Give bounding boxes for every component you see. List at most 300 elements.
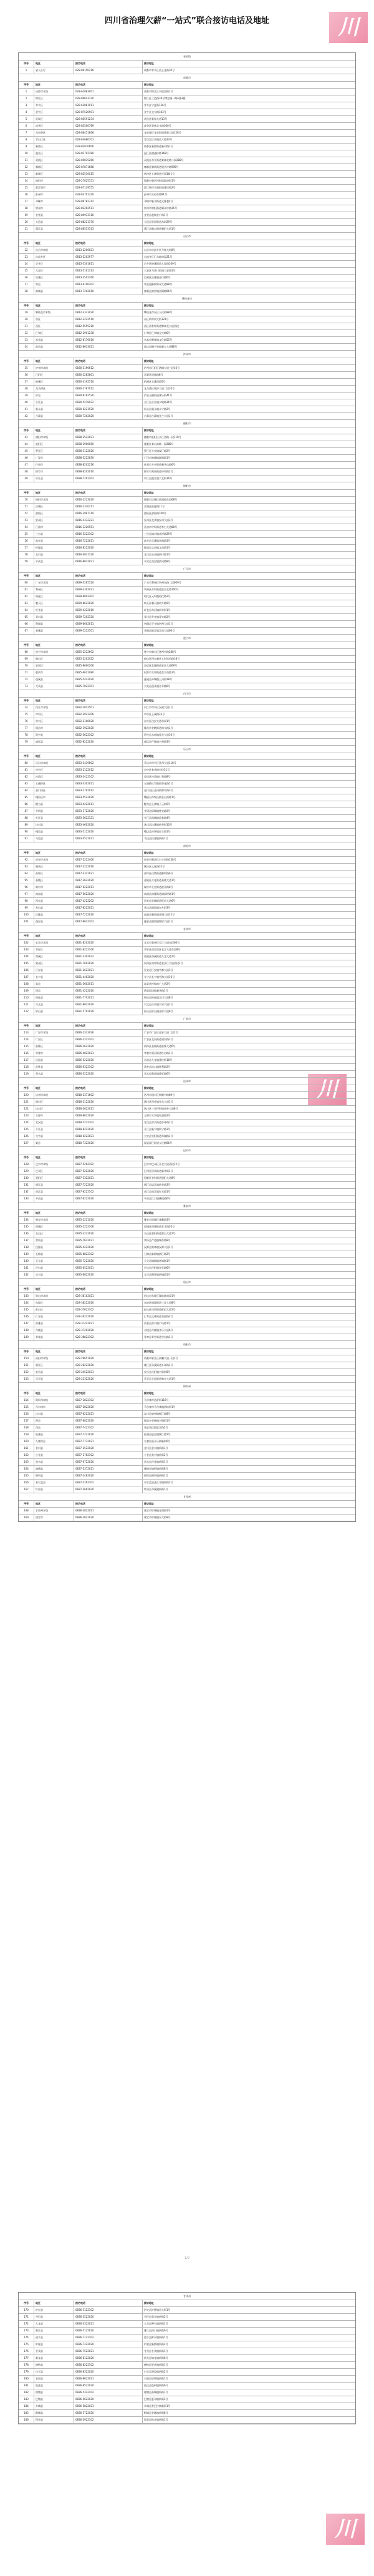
row-phone: 0839-5222501 xyxy=(74,628,143,634)
row-address: 宜宾市叙州区长江大道东段66号 xyxy=(144,941,180,944)
row-area: 石渠县 xyxy=(34,2376,74,2382)
row-address: 纳溪区云溪西路5号 xyxy=(144,380,166,383)
table-row xyxy=(19,510,355,517)
column-header-area: 地区 xyxy=(34,2300,74,2306)
row-area: 顺庆区 xyxy=(34,864,74,870)
row-phone: 0832-2022206 xyxy=(74,711,143,718)
table-row xyxy=(19,1189,355,1196)
column-header-addr: 接访地址 xyxy=(144,1287,154,1290)
row-area: 大英县 xyxy=(34,683,74,690)
row-number: 28 xyxy=(19,288,34,295)
row-number: 18 xyxy=(19,205,34,212)
row-number: 80 xyxy=(19,760,34,766)
table-row xyxy=(19,871,355,877)
row-number: 118 xyxy=(19,1064,34,1070)
row-address: 剑阁县下寺镇剑州大道1号 xyxy=(144,622,173,625)
row-number: 155 xyxy=(19,1404,34,1410)
row-area: 龙马潭区 xyxy=(34,386,74,392)
row-area: 剑阁县 xyxy=(34,621,74,627)
column-header-row xyxy=(19,573,355,580)
row-area: 五通桥区 xyxy=(34,781,74,787)
row-number: 65 xyxy=(19,614,34,620)
row-number: 27 xyxy=(19,281,34,288)
column-header-row xyxy=(19,358,355,365)
row-address: 翠屏区南岸西区长江大道东段8号 xyxy=(144,948,181,951)
row-phone: 0827-8222102 xyxy=(74,1189,143,1195)
row-area: 恩阳区 xyxy=(34,1175,74,1181)
row-area: 省人社厅 xyxy=(34,67,74,74)
column-header-no: 序号 xyxy=(19,1501,34,1507)
table-row xyxy=(19,974,355,981)
column-header-phone: 接访电话 xyxy=(74,303,143,309)
column-header-area: 地区 xyxy=(34,303,74,309)
row-phone: 0836-3522020 xyxy=(74,2314,143,2320)
row-address: 甘孜县甘孜镇新街1号 xyxy=(144,2349,168,2353)
table-row xyxy=(19,1071,355,1078)
row-number: 6 xyxy=(19,123,34,129)
table-row xyxy=(19,531,355,538)
row-address: 广安区北辰街道建设路1号 xyxy=(144,1038,173,1041)
table-row xyxy=(19,2328,355,2334)
row-area: 南部县 xyxy=(34,891,74,897)
table-row xyxy=(19,67,355,74)
row-area: 资中县 xyxy=(34,732,74,738)
row-address: 青白江区凤凰西六路23号 xyxy=(144,138,173,141)
row-area: 开江县 xyxy=(34,1126,74,1133)
row-area: 绵竹市 xyxy=(34,469,74,475)
row-address: 利州区东坝街道滨河北路100号 xyxy=(144,588,179,591)
brand-logo: 川观 xyxy=(329,12,368,43)
row-phone: 0837-2482020 xyxy=(74,1473,143,1479)
row-address: 广元市利州区利州东路二段609号 xyxy=(144,581,181,584)
row-phone: 0817-6222011 xyxy=(74,884,143,890)
row-area: 德阳市本级 xyxy=(34,434,74,441)
column-header-row xyxy=(19,850,355,857)
row-address: 成华区双林北支路300号 xyxy=(144,124,171,127)
row-address: 涪城区跃进路11号 xyxy=(144,505,165,508)
column-header-no: 序号 xyxy=(19,850,34,856)
row-area: 金川县 xyxy=(34,1445,74,1451)
row-area: 大竹县 xyxy=(34,1133,74,1139)
row-address: 苍溪县陵江镇江南大道66号 xyxy=(144,629,175,632)
column-header-addr: 接访地址 xyxy=(144,754,154,758)
row-address: 屏山县屏山镇金屏大道8号 xyxy=(144,1010,173,1013)
table-row xyxy=(19,1355,355,1362)
table-row xyxy=(19,587,355,593)
row-phone: 0836-7122102 xyxy=(74,2334,143,2341)
row-number: 98 xyxy=(19,898,34,904)
column-header-no: 序号 xyxy=(19,933,34,939)
row-number: 168 xyxy=(19,1508,34,1514)
row-area: 道孚县 xyxy=(34,2334,74,2341)
row-address: 盐亭县云溪镇凤凰路3号 xyxy=(144,539,171,542)
region-header: 宜宾市 xyxy=(19,925,355,933)
row-address: 营山县朗池镇东升街3号 xyxy=(144,906,171,909)
row-phone: 028-86150216 xyxy=(74,67,143,74)
row-area: 内江市本级 xyxy=(34,705,74,711)
row-phone: 0836-2822020 xyxy=(74,1515,143,1521)
row-address: 都江堰市幸福街道建设路2号 xyxy=(144,186,176,189)
table-row xyxy=(19,1508,355,1515)
row-area: 广安区 xyxy=(34,1037,74,1043)
table-row xyxy=(19,1300,355,1307)
row-phone: 0817-4222202 xyxy=(74,898,143,904)
column-header-no: 序号 xyxy=(19,1349,34,1355)
row-area: 沿滩区 xyxy=(34,275,74,281)
column-header-no: 序号 xyxy=(19,303,34,309)
row-area: 什邡市 xyxy=(34,462,74,468)
row-number: 184 xyxy=(19,2403,34,2409)
row-phone: 0837-2822020 xyxy=(74,1404,143,1410)
row-number: 33 xyxy=(19,337,34,343)
column-header-phone: 接访电话 xyxy=(74,82,143,88)
row-address: 资中县水南镇重龙大道10号 xyxy=(144,733,175,736)
row-phone: 028-82702180 xyxy=(74,150,143,157)
row-address: 九寨沟县永乐镇新街6号 xyxy=(144,1440,171,1443)
row-number: 1 xyxy=(19,89,34,95)
table-row xyxy=(19,1376,355,1383)
row-area: 仁寿县 xyxy=(34,1314,74,1320)
row-address: 夹江县漹城镇迎春路4号 xyxy=(144,816,171,819)
row-phone: 0826-2222102 xyxy=(74,1037,143,1043)
column-header-phone: 接访电话 xyxy=(74,1501,143,1507)
row-phone: 0832-8222020 xyxy=(74,739,143,745)
row-area: 青羊区 xyxy=(34,102,74,109)
table-row xyxy=(19,344,355,351)
row-phone: 0818-2371602 xyxy=(74,1092,143,1098)
row-address: 井研县研城镇胜泉路2号 xyxy=(144,809,171,812)
row-phone: 0833-5122020 xyxy=(74,829,143,835)
row-area: 威远县 xyxy=(34,739,74,745)
row-number: 104 xyxy=(19,954,34,960)
row-area: 自贡市本级 xyxy=(34,247,74,253)
table-row xyxy=(19,164,355,171)
row-number: 151 xyxy=(19,1362,34,1368)
row-number: 70 xyxy=(19,663,34,669)
table-row xyxy=(19,254,355,261)
table-row xyxy=(19,2321,355,2328)
row-number: 148 xyxy=(19,1327,34,1334)
table-row xyxy=(19,2341,355,2348)
row-number: 129 xyxy=(19,1168,34,1174)
row-area: 若尔盖县 xyxy=(34,1480,74,1486)
table-row xyxy=(19,524,355,531)
table-row xyxy=(19,192,355,198)
row-area: 东区 xyxy=(34,316,74,323)
row-phone: 0812-3333020 xyxy=(74,310,143,316)
row-address: 金川县金川镇新街1号 xyxy=(144,1447,168,1450)
row-address: 理县杂谷脑镇兴隆街1号 xyxy=(144,1419,171,1422)
row-phone: 0835-2222106 xyxy=(74,1224,143,1230)
row-area: 东兴区 xyxy=(34,718,74,724)
row-phone: 028-82510015 xyxy=(74,171,143,177)
row-phone: 0813-5101313 xyxy=(74,268,143,274)
row-address: 筠连县筠连镇定川大道8号 xyxy=(144,996,173,999)
row-phone: 028-83701220 xyxy=(74,192,143,198)
row-phone: 028-85835260 xyxy=(74,157,143,163)
row-address: 石渠县尼呷镇新街1号 xyxy=(144,2377,168,2380)
row-phone: 0837-6222021 xyxy=(74,1411,143,1417)
page-title: 四川省治理欠薪“一站式”联合接访电话及地址 xyxy=(104,16,270,26)
row-address: 白玉县建设镇新街2号 xyxy=(144,2370,168,2373)
row-number: 62 xyxy=(19,593,34,600)
row-phone: 0812-8176010 xyxy=(74,337,143,343)
row-area: 邛崃市 xyxy=(34,198,74,205)
row-number: 85 xyxy=(19,794,34,801)
table-row xyxy=(19,1473,355,1480)
row-address: 巴塘县夏邛镇新街2号 xyxy=(144,2398,168,2401)
column-header-phone: 接访电话 xyxy=(74,358,143,364)
row-phone: 0826-6322102 xyxy=(74,1064,143,1070)
column-header-row xyxy=(19,1023,355,1030)
column-header-area: 地区 xyxy=(34,427,74,434)
table-row xyxy=(19,1231,355,1237)
table-row xyxy=(19,1217,355,1224)
region-header: 德阳市 xyxy=(19,420,355,427)
row-address: 洪雅县洪川镇广场路1号 xyxy=(144,1322,171,1325)
row-number: 167 xyxy=(19,1486,34,1493)
row-area: 沙湾区 xyxy=(34,774,74,780)
table-row xyxy=(19,1425,355,1432)
table-row xyxy=(19,670,355,676)
column-header-phone: 接访电话 xyxy=(74,642,143,648)
row-number: 117 xyxy=(19,1057,34,1063)
row-phone: 028-38222020 xyxy=(74,1300,143,1306)
row-address: 雅安市雨城区康藏路3号 xyxy=(144,1218,171,1221)
column-header-no: 序号 xyxy=(19,490,34,496)
row-area: 安岳县 xyxy=(34,1369,74,1375)
row-number: 108 xyxy=(19,981,34,987)
row-area: 巴塘县 xyxy=(34,2396,74,2403)
table-row xyxy=(19,1293,355,1300)
table-row xyxy=(19,739,355,746)
brand-logo-footer: 川观 xyxy=(326,2514,365,2545)
row-number: 40 xyxy=(19,399,34,406)
row-address: 南江县南江镇红光路1号 xyxy=(144,1190,171,1193)
row-address: 宝兴县穆坪镇新城路1号 xyxy=(144,1273,171,1276)
table-row xyxy=(19,995,355,1002)
table-row xyxy=(19,1196,355,1203)
row-address: 市中区玉溪路33号 xyxy=(144,713,165,716)
row-area: 犍为县 xyxy=(34,801,74,807)
row-area: 安州区 xyxy=(34,517,74,524)
table-row xyxy=(19,226,355,233)
row-phone: 0826-2622020 xyxy=(74,1043,143,1050)
row-number: 95 xyxy=(19,877,34,884)
column-header-row xyxy=(19,1501,355,1508)
row-number: 83 xyxy=(19,781,34,787)
row-address: 乐山市市中区嘉州大道118号 xyxy=(144,761,176,764)
row-area: 仪陇县 xyxy=(34,912,74,918)
row-address: 泸州市江阳区酒城大道三段16号 xyxy=(144,366,180,369)
row-area: 荥经县 xyxy=(34,1237,74,1244)
row-number: 153 xyxy=(19,1376,34,1382)
table-row xyxy=(19,960,355,967)
row-phone: 028-83500789 xyxy=(74,123,143,129)
table-row xyxy=(19,455,355,462)
column-header-row xyxy=(19,933,355,940)
row-phone: 0831-7602020 xyxy=(74,960,143,967)
row-phone: 0833-4522021 xyxy=(74,836,143,842)
row-address: 红原县邛溪镇新街1号 xyxy=(144,1488,168,1491)
row-number: 119 xyxy=(19,1071,34,1077)
row-area: 筠连县 xyxy=(34,995,74,1001)
row-number: 185 xyxy=(19,2410,34,2416)
column-header-area: 地区 xyxy=(34,573,74,579)
row-phone: 028-88782312 xyxy=(74,198,143,205)
table-row xyxy=(19,1043,355,1050)
row-area: 甘孜州本级 xyxy=(34,1508,74,1514)
table-row xyxy=(19,788,355,794)
row-number: 54 xyxy=(19,524,34,530)
row-phone: 0813-2202977 xyxy=(74,254,143,260)
row-area: 梓潼县 xyxy=(34,545,74,551)
row-area: 新都区 xyxy=(34,144,74,150)
region-header: 甘孜州 xyxy=(19,1493,355,1501)
row-address: 安州区花荄镇安州大道3号 xyxy=(144,519,173,522)
row-address: 蒲江县鹤山街道朝阳大道1号 xyxy=(144,227,176,230)
row-number: 89 xyxy=(19,822,34,828)
row-number: 74 xyxy=(19,705,34,711)
column-header-area: 地区 xyxy=(34,850,74,856)
row-number: 81 xyxy=(19,767,34,773)
row-phone: 0826-5222020 xyxy=(74,1057,143,1063)
row-number: 145 xyxy=(19,1307,34,1313)
row-area: 马边县 xyxy=(34,836,74,842)
row-phone: 0826-2333026 xyxy=(74,1030,143,1036)
row-address: 沐川县沐溪镇新华街10号 xyxy=(144,823,173,826)
row-address: 资阳市雁江区晨曦大道一段1号 xyxy=(144,1357,178,1360)
row-number: 35 xyxy=(19,365,34,371)
table-row xyxy=(19,1099,355,1106)
row-phone: 0813-3301811 xyxy=(74,261,143,267)
row-phone: 0825-5422020 xyxy=(74,676,143,683)
table-row xyxy=(19,1445,355,1452)
row-address: 叙永县叙永镇永宁路2号 xyxy=(144,407,171,411)
row-phone: 028-61883001 xyxy=(74,89,143,95)
row-phone: 0816-8222020 xyxy=(74,545,143,551)
row-number: 59 xyxy=(19,559,34,565)
row-phone: 0831-7702021 xyxy=(74,995,143,1001)
row-phone: 0827-6222020 xyxy=(74,1196,143,1202)
row-number: 39 xyxy=(19,393,34,399)
row-phone: 0835-8822102 xyxy=(74,1251,143,1257)
row-area: 洪雅县 xyxy=(34,1320,74,1327)
row-address: 眉山市东坡区湖滨路南段1号 xyxy=(144,1294,176,1297)
column-header-phone: 接访电话 xyxy=(74,1085,143,1091)
row-address: 梓潼县文昌镇文昌路1号 xyxy=(144,546,171,549)
row-number: 88 xyxy=(19,815,34,821)
row-area: 苍溪县 xyxy=(34,628,74,634)
table-row xyxy=(19,2410,355,2417)
table-row xyxy=(19,815,355,822)
row-phone: 0816-7222021 xyxy=(74,538,143,544)
row-address: 德格县更庆镇新街1号 xyxy=(144,2363,168,2366)
row-phone: 028-87871688 xyxy=(74,164,143,170)
row-area: 青神县 xyxy=(34,1334,74,1340)
row-number: 66 xyxy=(19,621,34,627)
row-number: 16 xyxy=(19,192,34,198)
row-phone: 0813-2206021 xyxy=(74,247,143,253)
row-address: 米易县攀莲镇文化路55号 xyxy=(144,338,173,341)
row-phone: 0839-4222010 xyxy=(74,607,143,613)
row-phone: 0836-8322020 xyxy=(74,2369,143,2375)
row-phone: 0839-8802202 xyxy=(74,593,143,600)
row-area: 南充市本级 xyxy=(34,857,74,863)
column-header-row xyxy=(19,642,355,649)
row-area: 大安区 xyxy=(34,268,74,274)
column-header-addr: 接访地址 xyxy=(144,429,154,432)
row-number: 127 xyxy=(19,1140,34,1146)
column-header-no: 序号 xyxy=(19,427,34,434)
column-header-phone: 接访电话 xyxy=(74,427,143,434)
row-address: 仪陇县新政镇金城大道12号 xyxy=(144,913,175,916)
table-row xyxy=(19,1272,355,1279)
table-row xyxy=(19,399,355,406)
row-area: 三台县 xyxy=(34,531,74,537)
row-address: 安居区柔刚街道安居大道69号 xyxy=(144,664,178,667)
table-row xyxy=(19,150,355,157)
row-area: 贡井区 xyxy=(34,261,74,267)
row-phone: 0832-3922020 xyxy=(74,725,143,731)
row-number: 14 xyxy=(19,178,34,184)
row-address: 叙州区南岸街道金沙江大道西段1号 xyxy=(144,962,183,965)
row-area: 马尔康市 xyxy=(34,1404,74,1410)
column-header-addr: 接访地址 xyxy=(144,1502,154,1505)
row-area: 中江县 xyxy=(34,476,74,482)
row-number: 46 xyxy=(19,455,34,461)
table-row xyxy=(19,774,355,781)
row-address: 朝天区朝天镇明月路9号 xyxy=(144,602,171,605)
table-row xyxy=(19,940,355,947)
row-area: 青白江区 xyxy=(34,137,74,143)
row-address: 乡城县香巴拉镇新街1号 xyxy=(144,2404,171,2408)
row-address: 旺苍县东河镇新华街1号 xyxy=(144,608,171,612)
row-address: 汉源县富林镇汉源大道1号 xyxy=(144,1246,173,1249)
row-area: 西区 xyxy=(34,323,74,329)
row-number: 150 xyxy=(19,1355,34,1362)
table-row xyxy=(19,1092,355,1099)
row-number: 181 xyxy=(19,2383,34,2389)
row-phone: 0836-5122020 xyxy=(74,2328,143,2334)
row-phone: 0833-2702012 xyxy=(74,788,143,794)
row-area: 峨眉山市 xyxy=(34,794,74,801)
table-row xyxy=(19,732,355,739)
row-number: 82 xyxy=(19,774,34,780)
table-row xyxy=(19,801,355,808)
table-row xyxy=(19,130,355,137)
row-number: 78 xyxy=(19,732,34,738)
row-area: 通川区 xyxy=(34,1099,74,1105)
table-row xyxy=(19,2417,355,2424)
row-area: 营山县 xyxy=(34,905,74,911)
region-header: 成都市 xyxy=(19,74,355,82)
table-row xyxy=(19,822,355,829)
row-number: 30 xyxy=(19,316,34,323)
row-address: 泸定县泸桥镇西大街1号 xyxy=(144,2308,171,2311)
row-area: 得荣县 xyxy=(34,2417,74,2423)
row-address: 乐至县天池街道帅乡大道1号 xyxy=(144,1377,176,1380)
row-address: 茂县凤仪镇滨江路2号 xyxy=(144,1426,168,1429)
row-phone: 0833-3722020 xyxy=(74,808,143,814)
row-phone: 0833-5522020 xyxy=(74,794,143,801)
column-header-no: 序号 xyxy=(19,1390,34,1397)
row-number: 123 xyxy=(19,1113,34,1119)
row-address: 江安县江安镇竹都大道3号 xyxy=(144,968,173,972)
row-area: 东坡区 xyxy=(34,1300,74,1306)
row-address: 芦山县芦阳镇金花路6号 xyxy=(144,1266,171,1269)
row-area: 北川县 xyxy=(34,552,74,558)
